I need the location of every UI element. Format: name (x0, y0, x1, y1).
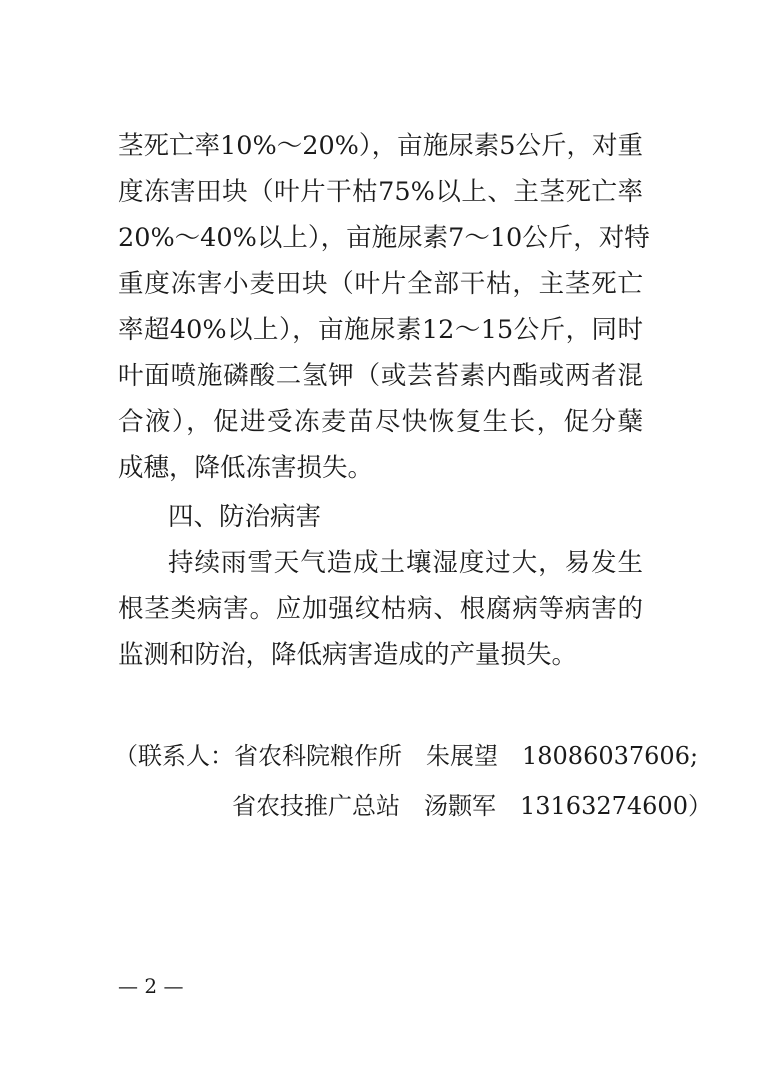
body-line-6: 叶面喷施磷酸二氢钾（或芸苔素内酯或两者混 (118, 361, 643, 391)
body-line-1: 茎死亡率10%～20%），亩施尿素5公斤，对重 (118, 131, 643, 161)
section-line-3: 监测和防治，降低病害造成的产量损失。 (118, 640, 578, 670)
body-line-7: 合液），促进受冻麦苗尽快恢复生长，促分蘖 (118, 407, 643, 437)
section-line-2: 根茎类病害。应加强纹枯病、根腐病等病害的 (118, 594, 643, 624)
section-heading: 四、防治病害 (168, 502, 322, 532)
body-line-5: 率超40%以上），亩施尿素12～15公斤，同时 (118, 315, 643, 345)
contact-line-2: 省农技推广总站 汤颢军 13163274600） (232, 792, 712, 820)
body-line-2: 度冻害田块（叶片干枯75%以上、主茎死亡率 (118, 177, 643, 207)
page-number: — 2 — (118, 974, 184, 998)
body-line-3: 20%～40%以上），亩施尿素7～10公斤，对特 (118, 223, 650, 253)
body-line-4: 重度冻害小麦田块（叶片全部干枯，主茎死亡 (118, 269, 643, 299)
section-line-1: 持续雨雪天气造成土壤湿度过大，易发生 (168, 548, 643, 578)
contact-line-1: （联系人：省农科院粮作所 朱展望 18086037606; (114, 742, 699, 770)
body-line-8: 成穗，降低冻害损失。 (118, 453, 374, 483)
